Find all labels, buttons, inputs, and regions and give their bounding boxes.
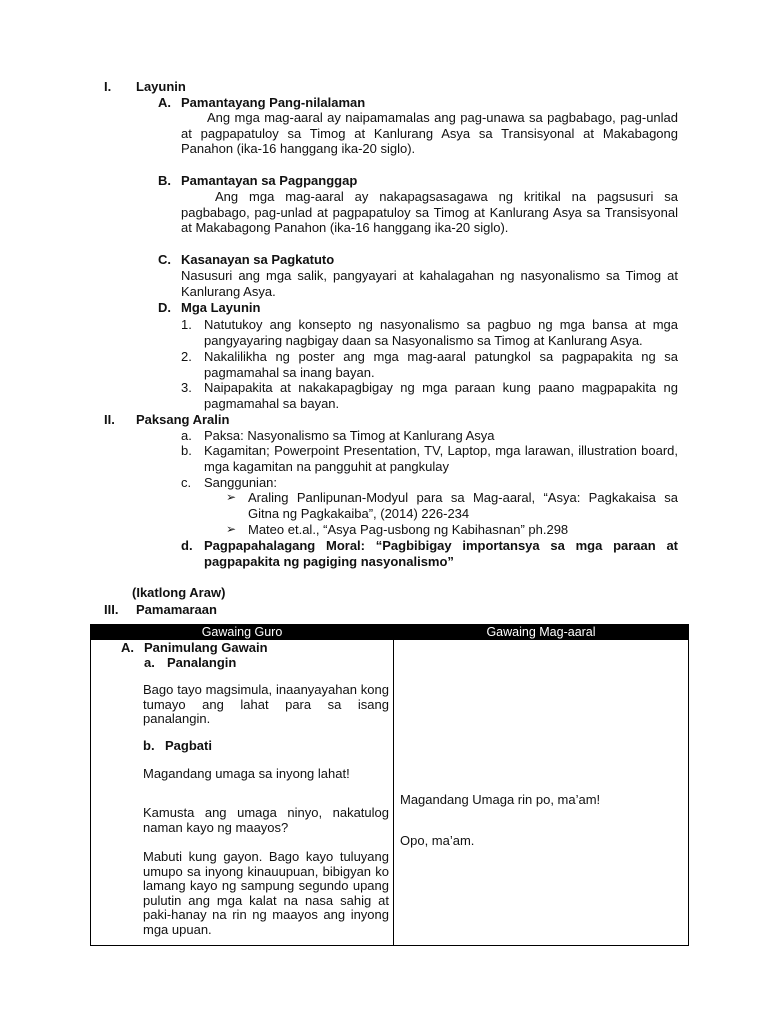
learning-competency-text: Nasusuri ang mga salik, pangyayari at kahalagahan ng nasyonalismo sa Timog at Kanlurang Asya.: [181, 268, 678, 299]
objective-2-text: Nakalilikha ng poster ang mga mag-aaral patungkol sa pagpapakita ng sa pagmamahal sa inang bayan.: [204, 349, 678, 380]
student-column-header: Gawaing Mag-aaral: [394, 625, 689, 640]
student-reply-greeting: Magandang Umaga rin po, ma’am!: [400, 792, 601, 807]
prayer-text: Bago tayo magsimula, inaanyayahan kong tumayo ang lahat para sa isang panalangin.: [143, 682, 389, 726]
teacher-column-header: Gawaing Guro: [91, 625, 394, 640]
moral-value-text: Pagpapahalagang Moral: “Pagbibigay importansya sa mga paraan at pagpapakita ng pagiging nasyonalismo”: [204, 538, 678, 569]
section-1b-letter: B.: [158, 173, 171, 188]
section-1d-letter: D.: [158, 300, 171, 315]
objective-1-number: 1.: [181, 317, 192, 332]
subject-b-letter: b.: [181, 443, 192, 458]
day-label: (Ikatlong Araw): [132, 585, 226, 600]
instruction-text: Mabuti kung gayon. Bago kayo tuluyang umupo sa inyong kinauupuan, bibigyan ko lamang kayo ng sampung segundo upang pulutin ang mga kalat na nasa sahig at paki-hanay na rin ng maayos ang inyong mga upuan.: [143, 849, 389, 937]
subject-a-letter: a.: [181, 428, 192, 443]
greeting-letter: b.: [143, 738, 155, 753]
prayer-title: Panalangin: [167, 655, 237, 670]
greeting-text: Magandang umaga sa inyong lahat!: [143, 766, 350, 781]
subject-references-label: Sanggunian:: [204, 475, 278, 490]
procedure-table: [90, 624, 689, 946]
student-activity-cell: [394, 640, 689, 946]
section-1-title: Layunin: [136, 79, 186, 94]
section-1c-title: Kasanayan sa Pagkatuto: [181, 252, 335, 267]
objective-1-text: Natutukoy ang konsepto ng nasyonalismo sa pagbuo ng mga bansa at mga pangyayaring nagbigay daan sa Nasyonalismo sa Timog at Kanlurang Asya.: [204, 317, 678, 348]
reference-1-text: Araling Panlipunan-Modyul para sa Mag-aaral, “Asya: Pagkakaisa sa Gitna ng Pagkakaiba”, (2014) 226-234: [248, 490, 678, 521]
subject-materials-text: Kagamitan; Powerpoint Presentation, TV, Laptop, mga larawan, illustration board, mga kagamitan na pangguhit at pangkulay: [204, 443, 678, 474]
ask-text: Kamusta ang umaga ninyo, nakatulog naman kayo ng maayos?: [143, 805, 389, 835]
arrow-bullet-icon: ➢: [226, 522, 237, 536]
content-standard-text: Ang mga mag-aaral ay naipamamalas ang pag-unawa sa pagbabago, pag-unlad at pagpapatuloy sa Timog at Kanlurang Asya sa Transisyonal at Makabagong Panahon (ika-16 hanggang ika-20 siglo).: [181, 110, 678, 156]
teacher-activity-cell: [91, 640, 394, 946]
section-1c-letter: C.: [158, 252, 171, 267]
objective-3-text: Naipapakita at nakakapagbigay ng mga paraan kung paano magpapakita ng pagmamahal sa bayan.: [204, 380, 678, 411]
section-1d-title: Mga Layunin: [181, 300, 261, 315]
section-2-numeral: II.: [104, 412, 115, 427]
arrow-bullet-icon: ➢: [226, 490, 237, 504]
subject-d-letter: d.: [181, 538, 193, 553]
subject-topic-text: Paksa: Nasyonalismo sa Timog at Kanlurang Asya: [204, 428, 495, 443]
activity-a-title: Panimulang Gawain: [144, 640, 268, 655]
section-1a-letter: A.: [158, 95, 171, 110]
section-3-title: Pamamaraan: [136, 602, 217, 617]
section-1-numeral: I.: [104, 79, 112, 94]
performance-standard-text: Ang mga mag-aaral ay nakapagsasagawa ng kritikal na pagsusuri sa pagbabago, pag-unlad at pagpapatuloy sa Timog at Kanlurang Asya sa Transisyonal at Makabagong Panahon (ika-16 hanggang ika-20 siglo).: [181, 189, 678, 235]
activity-a-letter: A.: [121, 640, 134, 655]
objective-2-number: 2.: [181, 349, 192, 364]
greeting-title: Pagbati: [165, 738, 212, 753]
section-1b-title: Pamantayan sa Pagpanggap: [181, 173, 358, 188]
prayer-letter: a.: [144, 655, 155, 670]
reference-2-text: Mateo et.al., “Asya Pag-usbong ng Kabihasnan” ph.298: [248, 522, 569, 537]
objective-3-number: 3.: [181, 380, 192, 395]
subject-c-letter: c.: [181, 475, 192, 490]
section-3-numeral: III.: [104, 602, 119, 617]
student-reply-opo: Opo, ma’am.: [400, 833, 475, 848]
section-1a-title: Pamantayang Pang-nilalaman: [181, 95, 366, 110]
section-2-title: Paksang Aralin: [136, 412, 230, 427]
